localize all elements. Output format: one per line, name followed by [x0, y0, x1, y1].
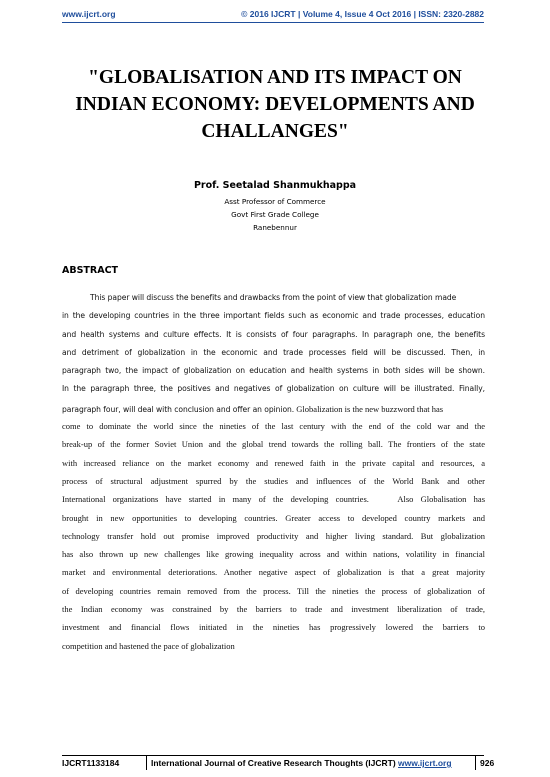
abstract-line: and health systems and culture effects. It is consists of four paragraphs. In paragraph one, the benefits: [62, 329, 485, 339]
footer-journal-name: International Journal of Creative Research Thoughts (IJCRT): [151, 758, 396, 768]
abstract-line: process of structural adjustment spurred by the studies and influences of the World Bank and other: [62, 475, 485, 486]
author-institution: Govt First Grade College: [231, 210, 319, 219]
abstract-line: investment and financial flows initiated in the nineties has progressively lowered the barriers to: [62, 622, 485, 633]
footer-separator: [146, 755, 147, 770]
abstract-line: come to dominate the world since the nineties of the last century with the end of the cold war and the: [62, 421, 485, 432]
header-issue-info: © 2016 IJCRT | Volume 4, Issue 4 Oct 2016 | ISSN: 2320-2882: [241, 9, 484, 19]
abstract-line: This paper will discuss the benefits and drawbacks from the point of view that globalization made: [90, 293, 457, 302]
footer-link[interactable]: www.ijcrt.org: [398, 758, 452, 768]
abstract-line: competition and hastened the pace of globalization: [62, 640, 235, 651]
title-line-3: CHALLANGES": [201, 121, 349, 142]
abstract-line: International organizations have started in many of the developing countries. Also Globalisation has: [62, 494, 485, 505]
abstract-line: with increased reliance on the market economy and renewed faith in the private capital and resources, a: [62, 457, 485, 468]
abstract-heading: ABSTRACT: [62, 265, 119, 276]
author-position: Asst Professor of Commerce: [224, 197, 326, 206]
abstract-line: has also thrown up new challenges like growing inequality across and within nations, volatility in financial: [62, 549, 485, 560]
footer-divider: [62, 755, 484, 756]
footer-separator: [475, 755, 476, 770]
footer-journal: [151, 758, 452, 768]
abstract-mixed-line: [62, 399, 485, 417]
title-line-1: "GLOBALISATION AND ITS IMPACT ON: [88, 67, 462, 88]
paper-title: [40, 64, 510, 145]
title-line-2: INDIAN ECONOMY: DEVELOPMENTS AND: [75, 94, 475, 115]
abstract-line: break-up of the former Soviet Union and the global trend towards the rolling ball. The frontiers of the state: [62, 439, 485, 450]
footer-page-number: 926: [480, 758, 495, 768]
abstract-line: paragraph two, the impact of globalization on education and health systems in both sides will be shown.: [62, 366, 485, 376]
header-site[interactable]: www.ijcrt.org: [62, 9, 116, 19]
abstract-body: [62, 289, 485, 655]
author-place: Ranebennur: [253, 223, 297, 232]
abstract-line: brought in new opportunities to developing countries. Greater access to developed country markets and: [62, 512, 485, 523]
abstract-line: of developing countries remain removed from the process. Till the nineties the process of globalization of: [62, 585, 485, 596]
abstract-line: market and environmental deteriorations. Another negative aspect of globalization is that a great majority: [62, 567, 485, 578]
abstract-line: in the developing countries in the three important fields such as economic and trade processes, education: [62, 311, 485, 321]
abstract-line: and detriment of globalization in the economic and trade processes field will be discussed. Then, in: [62, 347, 485, 357]
header-divider: [62, 22, 484, 23]
abstract-line: In the paragraph three, the positives and negatives of globalization on culture will be illustrated. Finally,: [62, 384, 485, 394]
author-name: Prof. Seetalad Shanmukhappa: [193, 180, 357, 191]
abstract-line: technology transfer hold out promise improved productivity and higher living standard. But globalization: [62, 530, 485, 541]
abstract-text-times: Globalization is the new buzzword that has: [294, 403, 444, 414]
abstract-line: the Indian economy was constrained by the barriers to trade and investment liberalization of trade,: [62, 604, 485, 615]
footer-paper-id: IJCRT1133184: [62, 758, 120, 768]
abstract-text-calibri: paragraph four, will deal with conclusion and offer an opinion.: [62, 404, 295, 414]
